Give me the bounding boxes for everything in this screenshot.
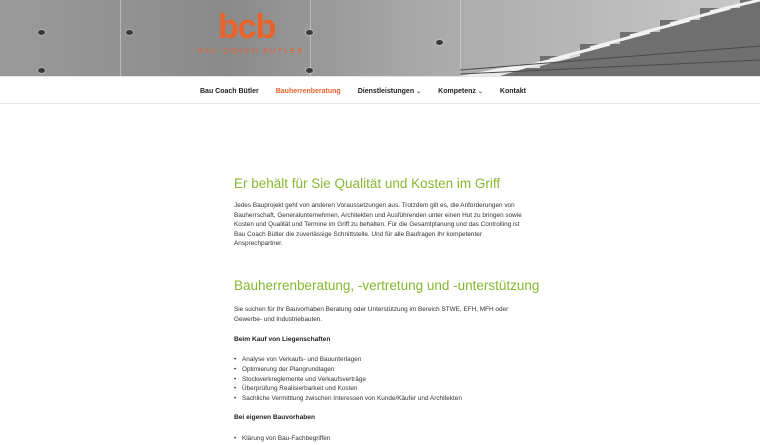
nav-item-label: Dienstleistungen	[357, 87, 415, 95]
header-banner	[0, 0, 760, 76]
nav-item-label: Kontakt	[499, 87, 526, 95]
paragraph-line: Ansprechpartner.	[234, 240, 283, 247]
nav-item-label: Bauherrenberatung	[275, 87, 341, 95]
services-intro-paragraph	[234, 305, 544, 324]
nav-item-bau-coach-butler[interactable]	[200, 88, 259, 95]
paragraph-line: Gewerbe- und Industriebauten.	[234, 315, 323, 323]
list-item: • Analyse von Verkaufs- und Bauunterlagen	[234, 355, 544, 365]
bolt-hole	[38, 30, 45, 35]
bolt-hole	[306, 30, 313, 35]
chevron-down-icon: ⌄	[416, 88, 422, 95]
list-item: • Sachliche Vermittlung zwischen Interessen von Kunde/Käufer und Architekten	[234, 394, 544, 404]
list-item: • Klärung von Bau-Fachbegriffen	[234, 434, 544, 444]
kauf-list	[234, 355, 544, 404]
nav-item-kompetenz[interactable]	[438, 88, 483, 95]
nav-item-bauherrenberatung[interactable]	[276, 88, 341, 95]
section-heading-quality: Er behält für Sie Qualität und Kosten im Griff	[234, 176, 501, 191]
bolt-hole	[306, 68, 313, 73]
section-heading-bauherrenberatung: Bauherrenberatung, -vertretung und -unterstützung	[234, 278, 540, 293]
bolt-hole	[436, 40, 443, 45]
logo-tagline: BAU COACH BÜTLER	[198, 48, 305, 55]
logo-mark: bcb	[218, 8, 276, 46]
nav-item-label: Kompetenz	[438, 87, 476, 95]
eigen-list	[234, 434, 544, 444]
nav-item-kontakt[interactable]	[500, 88, 526, 95]
subheading-kauf: Beim Kauf von Liegenschaften	[234, 336, 331, 343]
logo[interactable]	[198, 8, 305, 60]
stairs-image	[460, 0, 760, 76]
list-item: • Überprüfung Realisierbarkeit und Kosten	[234, 384, 544, 394]
paragraph-line: Sie suchen für Ihr Bauvorhaben Beratung oder Unterstützung im Bereich STWE, EFH, MFH oder	[234, 306, 509, 313]
list-item: • Stockwerkreglemente und Verkaufsverträge	[234, 375, 544, 385]
paragraph-line: Bau Coach Bütler die zuverlässige Schnittstelle. Und für alle Baufragen Ihr kompetenter	[234, 230, 482, 238]
intro-paragraph	[234, 201, 544, 249]
paragraph-line: Bauherrschaft, Generalunternehmen, Architekten und Ausführenden unter einen Hut zu bringen sowie	[234, 211, 522, 219]
concrete-seam	[310, 0, 311, 76]
paragraph-line: Kosten und Qualität und Termine im Griff zu behalten. Für die Gesamtplanung und das Controlling ist	[234, 221, 520, 228]
bolt-hole	[126, 30, 133, 35]
chevron-down-icon: ⌄	[477, 88, 483, 95]
bolt-hole	[38, 68, 45, 73]
paragraph-line: Jedes Bauprojekt geht von anderen Voraussetzungen aus. Trotzdem gilt es, die Anforderungen von	[234, 202, 515, 209]
nav-item-label: Bau Coach Bütler	[200, 87, 259, 95]
main-navigation	[0, 76, 760, 104]
subheading-eigene-bauvorhaben: Bei eigenen Bauvorhaben	[234, 414, 315, 421]
nav-item-dienstleistungen[interactable]	[358, 88, 421, 95]
concrete-seam	[120, 0, 121, 76]
list-item: • Optimierung der Plangrundlagen	[234, 365, 544, 375]
